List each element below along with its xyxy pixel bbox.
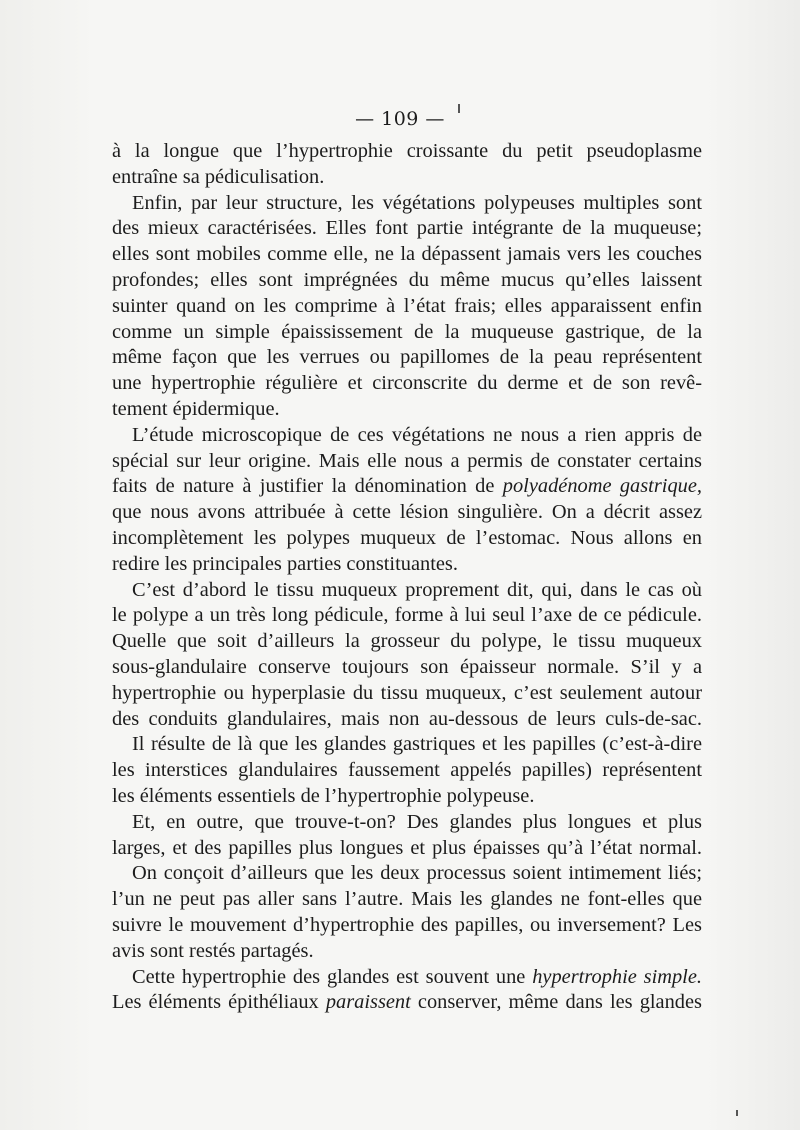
italic-run: paraissent bbox=[325, 991, 411, 1014]
text-line: Enfin, par leur structure, les végétations polypeuses multiples sont bbox=[132, 191, 702, 214]
page-number: — 109 — bbox=[355, 108, 445, 130]
text-line: spécial sur leur origine. Mais elle nous a permis de constater certains bbox=[112, 449, 702, 472]
text-line: larges, et des papilles plus longues et plus épaisses qu’à l’état normal. bbox=[112, 836, 702, 859]
italic-run: polyadénome gastrique, bbox=[502, 475, 702, 498]
text-line: redire les principales parties constituantes. bbox=[112, 552, 458, 575]
text-line: des conduits glandulaires, mais non au-dessous de leurs culs-de-sac. bbox=[112, 707, 702, 730]
text-line: entraîne sa pédiculisation. bbox=[112, 165, 325, 188]
text-line bbox=[112, 474, 702, 500]
text-run: Cette hypertrophie des glandes est souvent une bbox=[132, 965, 533, 988]
text-line: elles sont mobiles comme elle, ne la dépassent jamais vers les couches bbox=[112, 243, 702, 266]
text-line: On conçoit d’ailleurs que les deux processus soient intimement liés; bbox=[132, 862, 702, 885]
text-line: suivre le mouvement d’hypertrophie des papilles, ou inversement? Les bbox=[112, 913, 702, 936]
text-line bbox=[112, 990, 702, 1016]
text-line: hypertrophie ou hyperplasie du tissu muqueux, c’est seulement autour bbox=[112, 681, 702, 704]
text-line: suinter quand on les comprime à l’état frais; elles apparaissent enfin bbox=[112, 294, 702, 317]
text-line: Il résulte de là que les glandes gastriques et les papilles (c’est-à-dire bbox=[132, 733, 702, 756]
text-line: Quelle que soit d’ailleurs la grosseur du polype, le tissu muqueux bbox=[112, 630, 702, 653]
text-line: à la longue que l’hypertrophie croissante du petit pseudoplasme bbox=[112, 140, 702, 162]
text-run: conserver, même dans les glandes bbox=[410, 991, 702, 1014]
text-line: tement épidermique. bbox=[112, 397, 280, 420]
text-line: sous-glandulaire conserve toujours son épaisseur normale. S’il y a bbox=[112, 655, 702, 678]
text-line: le polype a un très long pédicule, forme à lui seul l’axe de ce pédicule. bbox=[112, 604, 702, 627]
text-line: avis sont restés partagés. bbox=[112, 939, 314, 962]
body-text bbox=[112, 139, 702, 1016]
text-line: comme un simple épaississement de la muqueuse gastrique, de la bbox=[112, 320, 702, 343]
text-line: que nous avons attribuée à cette lésion singulière. On a décrit assez bbox=[112, 501, 702, 524]
text-line: Et, en outre, que trouve-t-on? Des glandes plus longues et plus bbox=[132, 810, 702, 833]
text-line: L’étude microscopique de ces végétations ne nous a rien appris de bbox=[132, 423, 702, 446]
text-run: faits de nature à justifier la dénomination de bbox=[112, 475, 503, 498]
text-run: Les éléments épithéliaux bbox=[112, 991, 326, 1014]
scan-speck bbox=[458, 104, 460, 113]
italic-run: hypertrophie simple. bbox=[532, 965, 702, 988]
text-line: les éléments essentiels de l’hypertrophie polypeuse. bbox=[112, 784, 535, 807]
text-line: incomplètement les polypes muqueux de l’estomac. Nous allons en bbox=[112, 526, 702, 549]
text-line: même façon que les verrues ou papillomes de la peau représentent bbox=[112, 346, 702, 369]
text-line: l’un ne peut pas aller sans l’autre. Mais les glandes ne font-elles que bbox=[112, 888, 702, 911]
text-line: des mieux caractérisées. Elles font partie intégrante de la muqueuse; bbox=[112, 217, 702, 240]
text-line: une hypertrophie régulière et circonscrite du derme et de son revê- bbox=[112, 372, 702, 395]
scan-speck bbox=[736, 1110, 738, 1116]
text-line: les interstices glandulaires faussement appelés papilles) représentent bbox=[112, 759, 702, 782]
text-line: C’est d’abord le tissu muqueux proprement dit, qui, dans le cas où bbox=[132, 578, 702, 601]
text-line: profondes; elles sont imprégnées du même mucus qu’elles laissent bbox=[112, 268, 702, 291]
text-line bbox=[112, 965, 702, 991]
